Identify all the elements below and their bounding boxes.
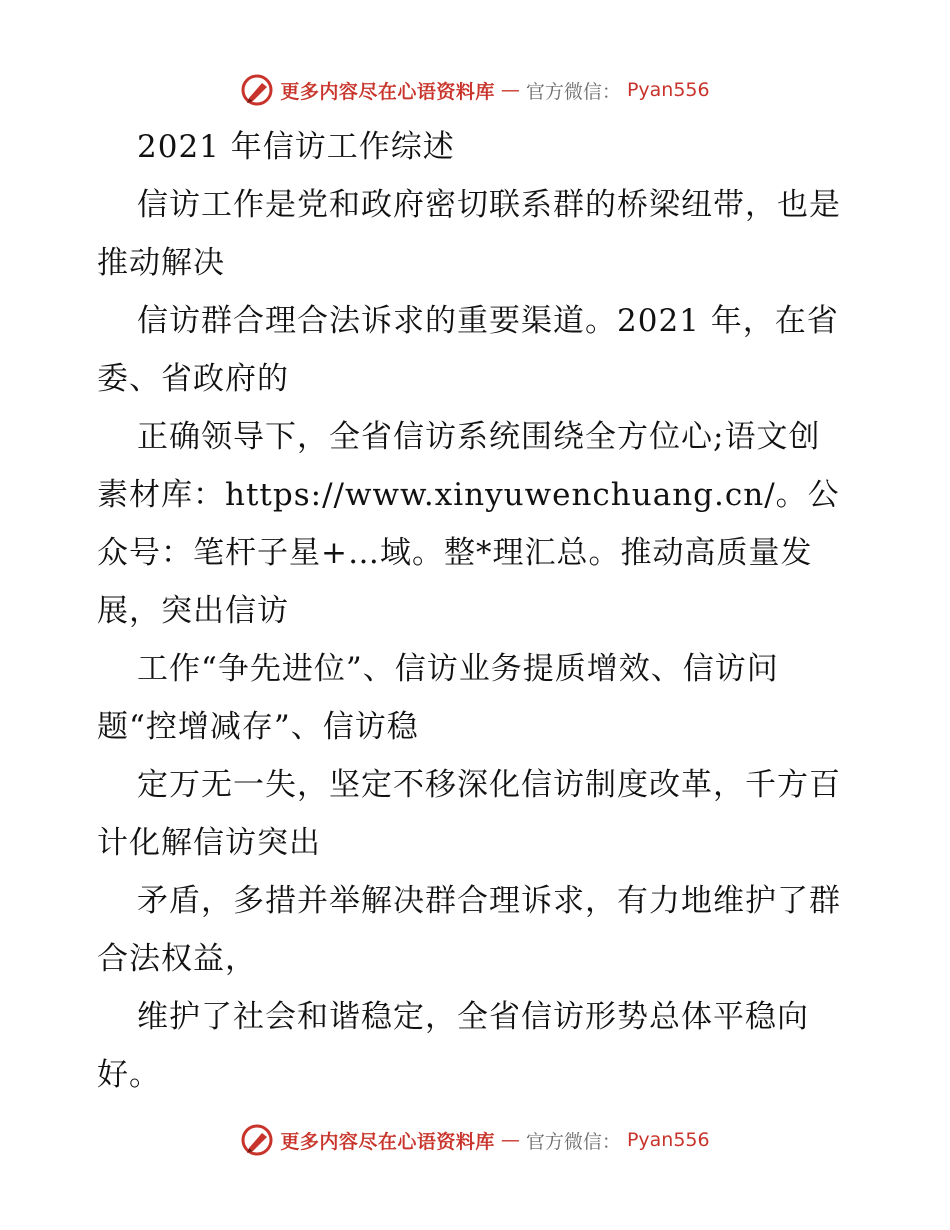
paragraph: 定万无一失，坚定不移深化信访制度改革，千方百计化解信访突出 bbox=[97, 767, 841, 861]
document-body bbox=[97, 118, 852, 1104]
paragraph: 信访工作是党和政府密切联系群的桥梁纽带，也是推动解决 bbox=[97, 187, 841, 281]
header-separator: — bbox=[500, 79, 520, 101]
header-brand-text: 更多内容尽在心语资料库 bbox=[280, 80, 495, 103]
paragraph: 信访群合理合法诉求的重要渠道。2021 年，在省委、省政府的 bbox=[97, 303, 839, 397]
footer-separator: — bbox=[500, 1129, 520, 1151]
header-banner bbox=[0, 70, 950, 110]
paragraph: 工作“争先进位”、信访业务提质增效、信访问题“控增减存”、信访稳 bbox=[97, 651, 779, 745]
paragraph: 矛盾，多措并举解决群合理诉求，有力地维护了群合法权益， bbox=[97, 883, 841, 977]
footer-wechat-id: Pyan556 bbox=[626, 1129, 710, 1151]
footer-banner bbox=[0, 1120, 950, 1160]
header-wechat-id: Pyan556 bbox=[626, 79, 710, 101]
paragraph: 维护了社会和谐稳定，全省信访形势总体平稳向好。 bbox=[97, 999, 809, 1093]
header-wechat-label: 官方微信： bbox=[525, 80, 621, 103]
footer-wechat-label: 官方微信： bbox=[525, 1130, 621, 1153]
document-title: 2021 年信访工作综述 bbox=[137, 129, 455, 165]
paragraph: 正确领导下，全省信访系统围绕全方位心;语文创素材库：https://www.xinyuwenchuang.cn/。公众号：笔杆子星+…域。整*理汇总。推动高质量发展，突出信访 bbox=[97, 419, 840, 629]
pen-nib-logo-icon bbox=[240, 73, 274, 107]
footer-brand-text: 更多内容尽在心语资料库 bbox=[280, 1130, 495, 1153]
pen-nib-logo-icon bbox=[240, 1123, 274, 1157]
